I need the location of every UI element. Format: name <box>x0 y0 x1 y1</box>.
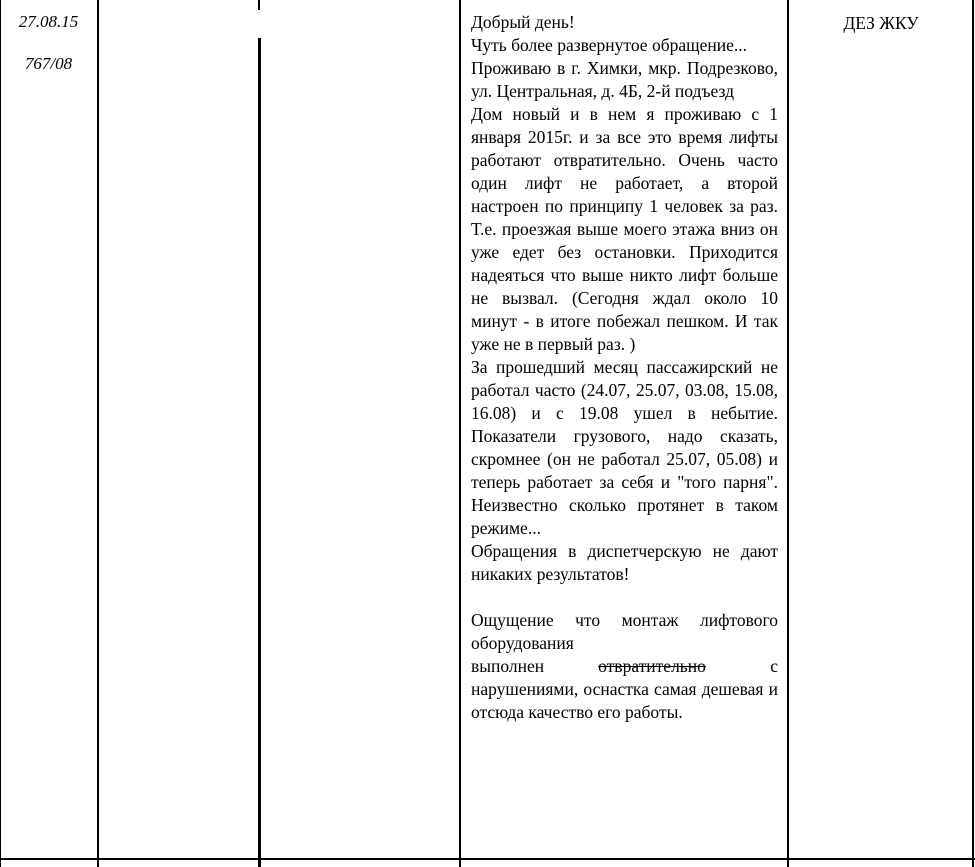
text-violations: с нарушениями, оснастка самая дешевая и отсюда качество его работы. <box>471 656 778 722</box>
row-divider-bottom <box>0 858 975 860</box>
message-paragraph-3: Дом новый и в нем я проживаю с 1 января 2015г. и за все это время лифты работают отвратительно. Очень часто один лифт не работает, а второй настроен по принципу 1 человек за раз. Т.е. проезжая выше моего этажа вниз он уже едет без остановки. Приходится надеяться что выше никто лифт больше не вызвал. (Сегодня ждал около 10 минут - в итоге побежал пешком. И так уже не в первый раз. ) <box>471 104 778 354</box>
date-cell <box>0 0 97 74</box>
registration-number: 767/08 <box>24 54 73 73</box>
table-border-right <box>972 0 974 867</box>
text-performed: выполнен <box>471 656 545 676</box>
message-paragraph-4: За прошедший месяц пассажирский не работал часто (24.07, 25.07, 03.08, 15.08, 16.08) и с 19.08 ушел в небытие. Показатели грузового, надо сказать, скромнее (он не работал 25.07, 05.08) и теперь работает за себя и "того парня". Неизвестно сколько протянет в таком режиме... <box>471 357 778 538</box>
message-paragraph-2: Проживаю в г. Химки, мкр. Подрезково, ул. Центральная, д. 4Б, 2-й подъезд <box>471 58 778 101</box>
table-border-left <box>0 0 1 867</box>
message-greeting: Добрый день! <box>471 12 575 32</box>
message-paragraph-1: Чуть более развернутое обращение... <box>471 35 747 55</box>
message-cell <box>471 11 778 724</box>
date: 27.08.15 <box>18 12 79 31</box>
column-divider-2-top <box>258 0 260 10</box>
message-paragraph-6b <box>471 655 778 724</box>
message-paragraph-5: Обращения в диспетчерскую не дают никаких результатов! <box>471 541 778 584</box>
message-paragraph-6a: Ощущение что монтаж лифтового оборудования <box>471 610 778 653</box>
column-divider-1 <box>97 0 99 867</box>
blank-line <box>471 586 778 609</box>
column-divider-3 <box>459 0 461 867</box>
struck-word: отвратительно <box>598 656 706 676</box>
organization-cell: ДЕЗ ЖКУ <box>843 13 919 33</box>
column-divider-2 <box>258 38 261 867</box>
column-divider-4 <box>787 0 789 867</box>
